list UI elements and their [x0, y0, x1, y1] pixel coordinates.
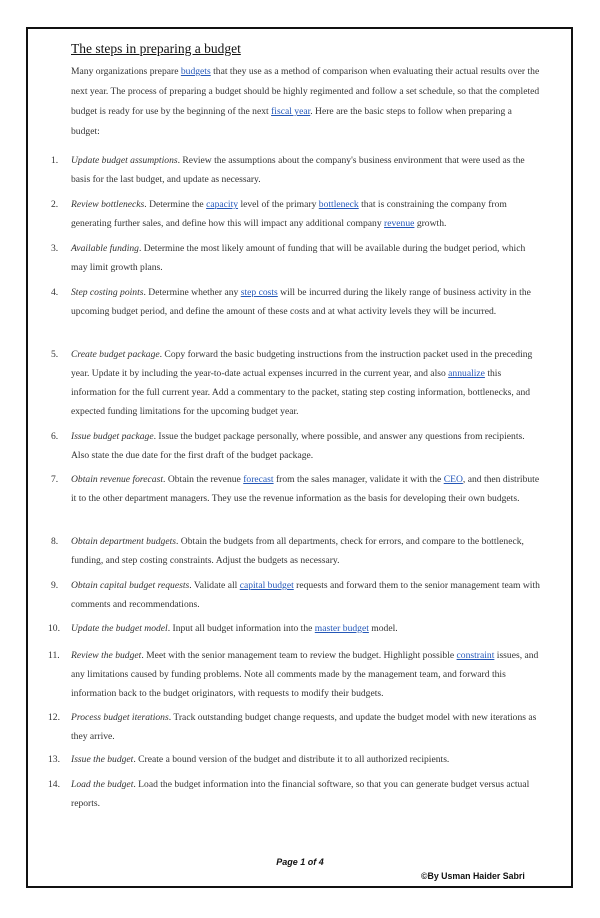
revenue-link[interactable]: revenue	[384, 218, 415, 229]
text-run: Many organizations prepare	[71, 66, 181, 77]
text-run: from the sales manager, validate it with the	[273, 474, 444, 485]
text-run: . Determine the most likely amount of funding that will be available during the budget period, which may limit growth plans.	[71, 243, 526, 273]
text-run: that they use as a method of comparison when evaluating their actual results over the next year. The process of preparing a budget should be highly regimented and follow a set schedule, so that the completed budget is ready for use by the beginning of the next	[71, 66, 540, 117]
annualize-link[interactable]: annualize	[448, 368, 485, 379]
step-text	[71, 532, 541, 570]
capacity-link[interactable]: capacity	[206, 199, 239, 210]
step-text	[71, 775, 541, 813]
step-number: 7.	[51, 474, 59, 485]
text-run: . Review the assumptions about the company's business environment that were used as the basis for the last budget, and update as necessary.	[71, 155, 525, 185]
step-heading: Load the budget	[71, 779, 134, 790]
text-run: . Validate all	[189, 580, 240, 591]
text-run: . Load the budget information into the financial software, so that you can generate budget versus actual reports.	[71, 779, 530, 809]
intro-paragraph	[71, 62, 541, 142]
step-number: 10.	[48, 623, 60, 634]
text-run: . Determine whether any	[143, 287, 241, 298]
text-run: model.	[368, 623, 398, 634]
page-number: Page 1 of 4	[276, 857, 324, 867]
step-number: 5.	[51, 349, 59, 360]
forecast-link[interactable]: forecast	[243, 474, 274, 485]
step-number: 13.	[48, 754, 60, 765]
text-run: growth.	[414, 218, 447, 229]
step-number: 6.	[51, 431, 59, 442]
step-text	[71, 151, 541, 189]
author-credit: ©By Usman Haider Sabri	[421, 871, 525, 881]
bottleneck-link[interactable]: bottleneck	[318, 199, 359, 210]
text-run: issues, and any limitations caused by funding problems. Note all comments made by the management team, and forward this information back to the budget originators, with requests to modify their budgets.	[71, 650, 539, 699]
fiscal-year-link[interactable]: fiscal year	[271, 106, 311, 117]
step-heading: Obtain department budgets	[71, 536, 176, 547]
text-run: . Copy forward the basic budgeting instructions from the instruction packet used in the preceding year. Update it by including the year-to-date actual expenses incurred in the current year, and also	[71, 349, 533, 379]
text-run: . Input all budget information into the	[167, 623, 315, 634]
text-run: requests and forward them to the senior management team with comments and recommendations.	[71, 580, 540, 610]
text-run: will be incurred during the likely range of business activity in the upcoming budget period, and define the amount of these costs and at what activity levels they will be incurred.	[71, 287, 531, 317]
step-text	[71, 427, 541, 465]
step-text	[71, 646, 541, 703]
text-run: . Obtain the budgets from all departments, check for errors, and compare to the bottleneck, funding, and step costing constraints. Adjust the budgets as necessary.	[71, 536, 524, 566]
ceo-link[interactable]: CEO	[443, 474, 463, 485]
step-heading: Review bottlenecks	[71, 199, 145, 210]
budgets-link[interactable]: budgets	[180, 66, 211, 77]
step-number: 11.	[48, 650, 60, 661]
text-run: . Determine the	[144, 199, 207, 210]
step-heading: Create budget package	[71, 349, 160, 360]
text-run: , and then distribute it to the other department managers. They use the revenue information as the basis for developing their own budgets.	[71, 474, 540, 504]
step-number: 12.	[48, 712, 60, 723]
text-run: . Obtain the revenue	[163, 474, 244, 485]
step-text	[71, 239, 541, 277]
step-number: 8.	[51, 536, 59, 547]
step-number: 3.	[51, 243, 59, 254]
text-run: . Meet with the senior management team to review the budget. Highlight possible	[141, 650, 457, 661]
step-text	[71, 750, 541, 769]
step-number: 1.	[51, 155, 59, 166]
step-text	[71, 470, 541, 508]
text-run: this information for the full current year. Add a commentary to the packet, stating step costing information, bottlenecks, and expected funding limitations for the upcoming budget year.	[71, 368, 531, 417]
step-text	[71, 576, 541, 614]
step-heading: Issue the budget	[71, 754, 134, 765]
step-number: 14.	[48, 779, 60, 790]
text-run: . Track outstanding budget change requests, and update the budget model with new iterations as they arrive.	[71, 712, 537, 742]
step-heading: Obtain revenue forecast	[71, 474, 164, 485]
constraint-link[interactable]: constraint	[456, 650, 495, 661]
step-heading: Process budget iterations	[71, 712, 169, 723]
step-text	[71, 283, 541, 321]
step-heading: Obtain capital budget requests	[71, 580, 190, 591]
text-run: level of the primary	[238, 199, 319, 210]
step-number: 2.	[51, 199, 59, 210]
step-number: 9.	[51, 580, 59, 591]
master-budget-link[interactable]: master budget	[314, 623, 369, 634]
step-number: 4.	[51, 287, 59, 298]
page-title: The steps in preparing a budget	[71, 41, 241, 56]
capital-budget-link[interactable]: capital budget	[239, 580, 294, 591]
text-run: . Issue the budget package personally, where possible, and answer any questions from recipients. Also state the due date for the first draft of the budget package.	[71, 431, 525, 461]
text-run: . Here are the basic steps to follow when preparing a budget:	[71, 106, 512, 137]
step-heading: Update the budget model	[71, 623, 168, 634]
step-heading: Review the budget	[71, 650, 142, 661]
step-text	[71, 345, 541, 421]
step-heading: Available funding	[71, 243, 139, 254]
text-run: that is constraining the company from generating further sales, and define how this will impact any additional company	[71, 199, 507, 229]
step-text	[71, 708, 541, 746]
step-heading: Update budget assumptions	[71, 155, 178, 166]
step-text	[71, 619, 541, 638]
step-text	[71, 195, 541, 233]
step-costs-link[interactable]: step costs	[240, 287, 278, 298]
text-run: . Create a bound version of the budget and distribute it to all authorized recipients.	[133, 754, 450, 765]
step-heading: Step costing points	[71, 287, 144, 298]
step-heading: Issue budget package	[71, 431, 154, 442]
